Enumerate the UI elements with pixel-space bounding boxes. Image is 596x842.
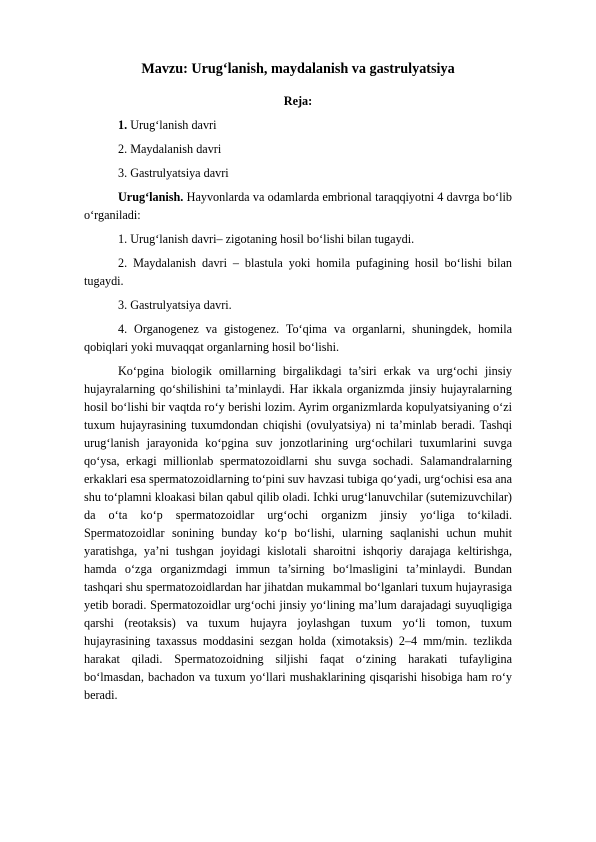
plan-item bbox=[84, 116, 512, 134]
intro-term: Urug‘lanish. bbox=[118, 190, 184, 204]
document-title: Mavzu: Urug‘lanish, maydalanish va gastrulyatsiya bbox=[141, 61, 455, 77]
plan-item-text: Urug‘lanish davri bbox=[127, 118, 217, 132]
period-paragraph: 1. Urug‘lanish davri– zigotaning hosil bo‘lishi bilan tugaydi. bbox=[118, 232, 415, 246]
period-paragraph: 4. Organogenez va gistogenez. To‘qima va organlarni, shuningdek, homila qobiqlari yoki muvaqqat organlarning hosil bo‘lishi. bbox=[84, 322, 512, 354]
intro-paragraph bbox=[84, 188, 512, 224]
plan-heading: Reja: bbox=[283, 94, 313, 108]
plan-item-text: 3. Gastrulyatsiya davri bbox=[118, 166, 229, 180]
main-paragraph: Ko‘pgina biologik omillarning birgalikdagi ta’siri erkak va urg‘ochi jinsiy hujayralarning qo‘shilishini ta’minlaydi. Har ikkala organizmda jinsiy hujayralarning hosil bo‘lishi bir vaqtda ro‘y berishi lozim. Ayrim organizmlarda kopulyatsiyaning o‘zi tuxum hujayrasining tuxumdondan chiqishi (ovulyatsiya) ni ta’minlab beradi. Tashqi urug‘lanish jarayonida ko‘pgina suv jonzotlarining urg‘ochilari tuxumlarini suvga qo‘ysa, erkagi millionlab spermatozoidlarni shu suvga sochadi. Salamandralarning erkaklari esa spermatozoidlarning to‘pini suv havzasi tubiga qo‘yadi, urg‘ochisi esa ana shu to‘plamni kloakasi bilan qabul qilib oladi. Ichki urug‘lanuvchilar (sutemizuvchilar) da o‘ta ko‘p spermatozoidlar urg‘ochi organizm jinsiy yo‘liga to‘kiladi. Spermatozoidlar sonining bunday ko‘p bo‘lishi, ularning saqlanishi uchun muhit yaratishga, ya’ni tushgan joyidagi kislotali sharoitni ishqoriy darajaga keltirishga, hamda o‘zga organizmdagi immun ta’sirning bo‘lmasligini ta’minlaydi. Bundan tashqari shu spermatozoidlardan har jihatdan mukammal bo‘lganlari tuxum hujayrasiga yetib boradi. Spermatozoidlar urg‘ochi jinsiy yo‘lining ma’lum darajadagi suyuqligiga qarshi (reotaksis) va tuxum hujayra joylashgan tuxum yo‘li tomon, tuxum hujayrasining taxassus moddasini sezgan holda (ximotaksis) 2–4 mm/min. tezlikda harakat qiladi. Spermatozoidning siljishi faqat o‘zining harakati tufayligina bo‘lmasdan, bachadon va tuxum yo‘llari mushaklarining qisqarishi hisobiga ham ro‘y beradi. bbox=[84, 364, 512, 702]
intro-text: Hayvonlarda va odamlarda embrional taraqqiyotni 4 davrga bo‘lib o‘rganiladi: bbox=[84, 190, 512, 222]
period-paragraph: 2. Maydalanish davri – blastula yoki homila pufagining hosil bo‘lishi bilan tugaydi. bbox=[84, 256, 512, 288]
plan-item bbox=[84, 164, 512, 182]
plan-item-text: 2. Maydalanish davri bbox=[118, 142, 222, 156]
plan-item bbox=[84, 140, 512, 158]
plan-item-number: 1. bbox=[118, 118, 128, 132]
period-paragraph: 3. Gastrulyatsiya davri. bbox=[118, 298, 232, 312]
